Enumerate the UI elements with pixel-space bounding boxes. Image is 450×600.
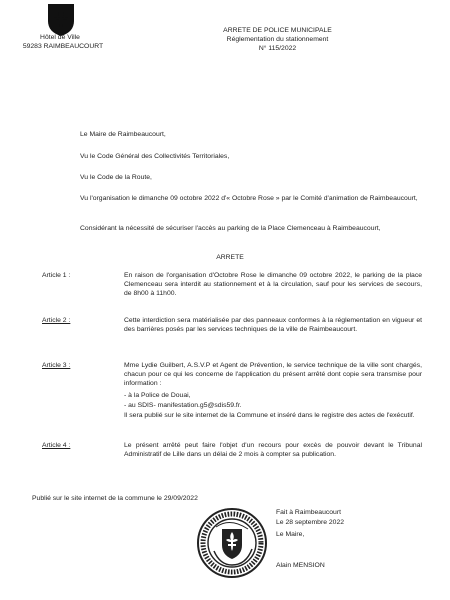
coat-of-arms-icon xyxy=(46,3,76,37)
signature-place: Fait à Raimbeaucourt xyxy=(276,509,341,516)
vu-code-route: Vu le Code de la Route, xyxy=(80,174,152,181)
signature-date: Le 28 septembre 2022 xyxy=(276,519,345,526)
publication-notice: Publié sur le site internet de la commune le 29/09/2022 xyxy=(32,495,198,502)
town-hall-name: Hôtel de Ville xyxy=(40,34,80,41)
article-3-publication: Il sera publié sur le site internet de la Commune et inséré dans le registre des actes de l'exécutif. xyxy=(124,412,415,419)
article-3-text: Mme Lydie Guilbert, A.S.V.P et Agent de Prévention, le service technique de la ville sont chargés, chacun pour ce qui les concerne de l'application du présent arrêté dont copie sera transmise pour information : xyxy=(124,362,422,388)
decree-type: ARRETE DE POLICE MUNICIPALE xyxy=(223,27,332,34)
article-4-label: Article 4 : xyxy=(42,442,71,449)
decree-subject: Réglementation du stationnement xyxy=(226,36,329,43)
article-3-list-item: - au SDIS- manifestation.g5@sdis59.fr. xyxy=(124,402,242,409)
article-3-list-item: - à la Police de Douai, xyxy=(124,392,191,399)
vu-organisation: Vu l'organisation le dimanche 09 octobre 2022 d'« Octobre Rose » par le Comité d'animation de Raimbeaucourt, xyxy=(80,195,418,202)
town-hall-address: 59283 RAIMBEAUCOURT xyxy=(22,43,104,50)
decree-number: N° 115/2022 xyxy=(258,45,297,52)
article-1-text: En raison de l'organisation d'Octobre Rose le dimanche 09 octobre 2022, le parking de la place Clemenceau sera interdit au stationnement et à la circulation, sauf pour les services de secours, de 8h00 à 11h00. xyxy=(124,272,422,298)
arrete-title: ARRETE xyxy=(216,254,244,261)
article-1-label: Article 1 : xyxy=(42,272,71,279)
article-4-text: Le présent arrêté peut faire l'objet d'un recours pour excès de pouvoir devant le Tribunal Administratif de Lille dans un délai de 2 mois à compter sa publication. xyxy=(124,442,422,459)
vu-code-collectivites: Vu le Code Général des Collectivités Territoriales, xyxy=(80,153,230,160)
article-2-text: Cette interdiction sera matérialisée par des panneaux conformes à la réglementation en vigueur et des barrières posés par les services techniques de la ville de Raimbeaucourt. xyxy=(124,317,422,334)
town-seal-icon xyxy=(196,507,268,579)
article-2-label: Article 2 : xyxy=(42,317,71,324)
article-3-label: Article 3 : xyxy=(42,362,71,369)
mayor-name: Alain MENSION xyxy=(276,562,325,569)
mayor-line: Le Maire de Raimbeaucourt, xyxy=(80,131,166,138)
considerant: Considérant la nécessité de sécuriser l'accès au parking de la Place Clemenceau à Raimbeaucourt, xyxy=(80,225,381,232)
signature-role: Le Maire, xyxy=(276,531,305,538)
